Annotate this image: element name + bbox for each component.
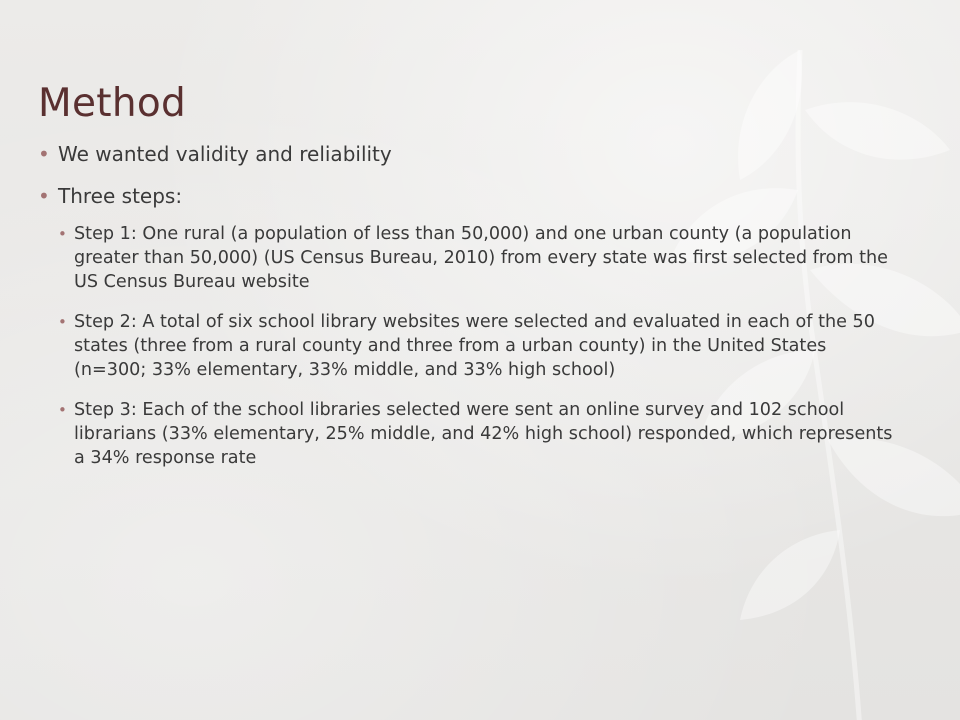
bullet-item [38,140,918,168]
slide-title: Method [38,81,187,126]
sub-bullet-list [38,222,918,470]
bullet-marker: • [38,184,50,208]
sub-bullet-text: Step 1: One rural (a population of less than 50,000) and one urban county (a population greater than 50,000) (US Census Bureau, 2010) from every state was first selected from the US Census Bureau website [74,224,889,292]
sub-bullet-marker: • [58,401,67,419]
slide-content [38,140,918,486]
sub-bullet-marker: • [58,225,67,243]
bullet-marker: • [38,142,50,166]
sub-bullet-marker: • [58,313,67,331]
sub-bullet-item [58,222,898,294]
sub-bullet-item [58,398,898,470]
bullet-item [38,182,918,210]
sub-bullet-item [58,310,898,382]
sub-bullet-text: Step 2: A total of six school library websites were selected and evaluated in each of the 50 states (three from a rural county and three from a urban county) in the United States (n=300; 33% elementary, 33% middle, and 33% high school) [74,312,875,380]
sub-bullet-text: Step 3: Each of the school libraries selected were sent an online survey and 102 school librarians (33% elementary, 25% middle, and 42% high school) responded, which represents a 34% response rate [74,400,893,468]
bullet-text: Three steps: [58,184,183,208]
bullet-text: We wanted validity and reliability [58,142,392,166]
